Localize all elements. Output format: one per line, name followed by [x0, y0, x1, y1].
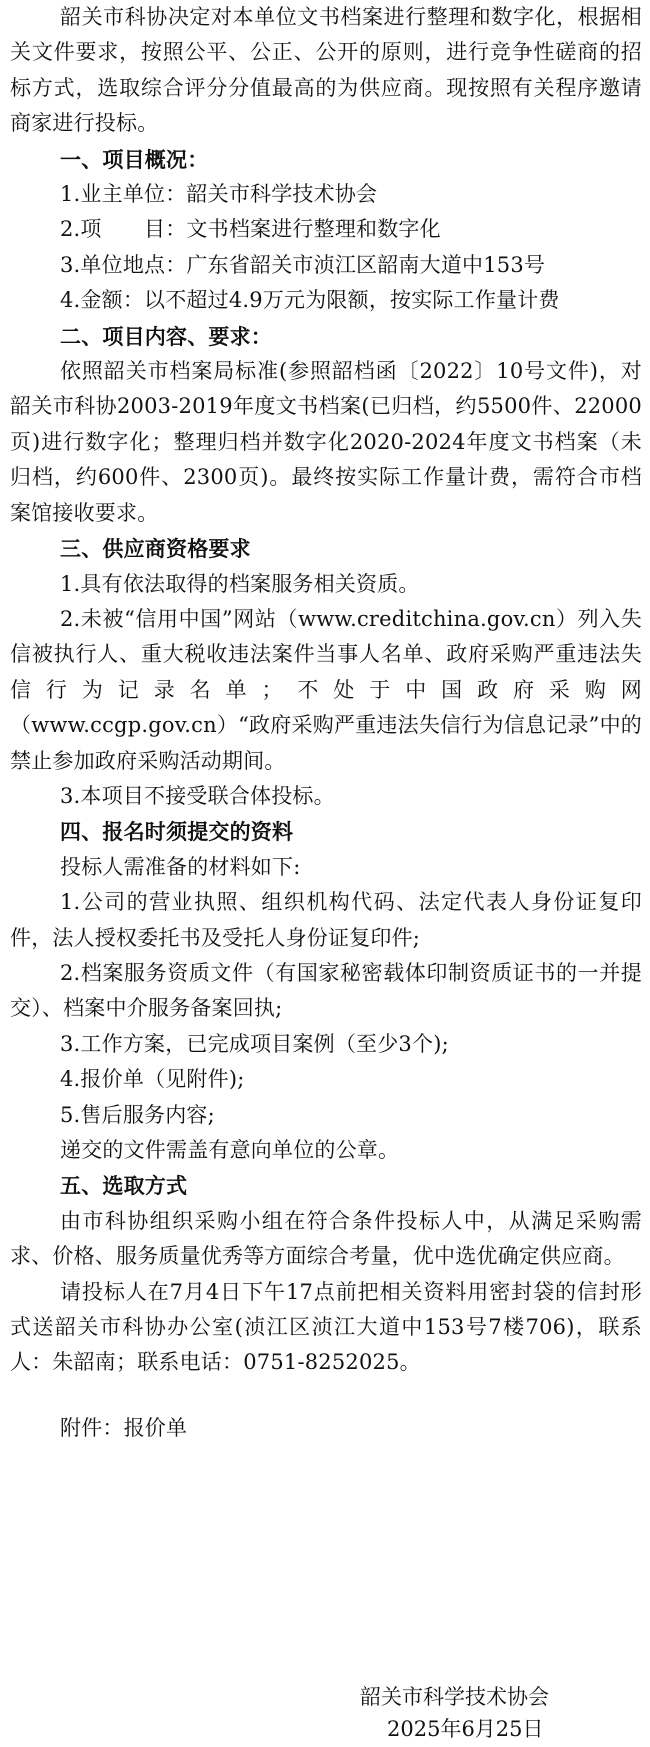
- section-2-body: 依照韶关市档案局标准(参照韶档函〔2022〕10号文件)，对韶关市科协2003-2019年度文书档案(已归档，约5500件、22000页)进行数字化；整理归档并数字化2020-2024年度文书档案（未归档，约600件、2300页)。最终按实际工作量计费，需符合市档案馆接收要求。: [10, 359, 642, 525]
- submission-paragraph: 请投标人在7月4日下午17点前把相关资料用密封袋的信封形式送韶关市科协办公室(浈江区浈江大道中153号7楼706)，联系人：朱韶南；联系电话：0751-8252025。: [10, 1279, 642, 1375]
- section-4-outro: 递交的文件需盖有意向单位的公章。: [60, 1138, 400, 1162]
- intro-paragraph: 韶关市科协决定对本单位文书档案进行整理和数字化，根据相关文件要求，按照公平、公正、公开的原则，进行竞争性磋商的招标方式，选取综合评分分值最高的为供应商。现按照有关程序邀请商家进行投标。: [10, 5, 642, 136]
- section-4-heading: 四、报名时须提交的资料: [60, 819, 294, 845]
- spacer: [10, 1381, 642, 1411]
- section-4-intro: 投标人需准备的材料如下:: [60, 854, 301, 879]
- document-body: [10, 0, 642, 1446]
- section-4-item-1: 1.公司的营业执照、组织机构代码、法定代表人身份证复印件，法人授权委托书及受托人身份证复印件;: [10, 890, 642, 950]
- attachment-line: 附件：报价单: [60, 1415, 188, 1440]
- section-1-item-2: 2.项 目：文书档案进行整理和数字化: [60, 217, 441, 242]
- section-1-item-1: 1.业主单位：韶关市科学技术协会: [60, 182, 378, 207]
- section-5-heading: 五、选取方式: [60, 1173, 188, 1199]
- section-1-item-4: 4.金额：以不超过4.9万元为限额，按实际工作量计费: [60, 288, 560, 313]
- section-4-item-2: 2.档案服务资质文件（有国家秘密载体印制资质证书的一并提交）、档案中介服务备案回执;: [10, 960, 642, 1021]
- signature-organization: 韶关市科学技术协会: [360, 1685, 549, 1709]
- section-4-item-5: 5.售后服务内容;: [60, 1102, 215, 1127]
- section-3-item-3: 3.本项目不接受联合体投标。: [60, 783, 335, 808]
- section-1-heading: 一、项目概况：: [60, 146, 209, 172]
- section-4-item-3: 3.工作方案，已完成项目案例（至少3个);: [60, 1031, 449, 1056]
- signature-date: 2025年6月25日: [387, 1717, 544, 1741]
- section-3-item-1: 1.具有依法取得的档案服务相关资质。: [60, 571, 420, 596]
- section-2-heading: 二、项目内容、要求：: [60, 323, 272, 349]
- section-1-item-3: 3.单位地点：广东省韶关市浈江区韶南大道中153号: [60, 252, 546, 277]
- section-4-item-4: 4.报价单（见附件);: [60, 1067, 245, 1092]
- section-3-heading: 三、供应商资格要求: [60, 536, 251, 562]
- section-5-body: 由市科协组织采购小组在符合条件投标人中，从满足采购需求、价格、服务质量优秀等方面综合考量，优中选优确定供应商。: [10, 1208, 642, 1269]
- section-3-item-2: 2.未被“信用中国”网站（www.creditchina.gov.cn）列入失信被执行人、重大税收违法案件当事人名单、政府采购严重违法失信行为记录名单；不处于中国政府采购网（www.ccgp.gov.cn）“政府采购严重违法失信行为信息记录”中的禁止参加政府采购活动期间。: [10, 606, 642, 773]
